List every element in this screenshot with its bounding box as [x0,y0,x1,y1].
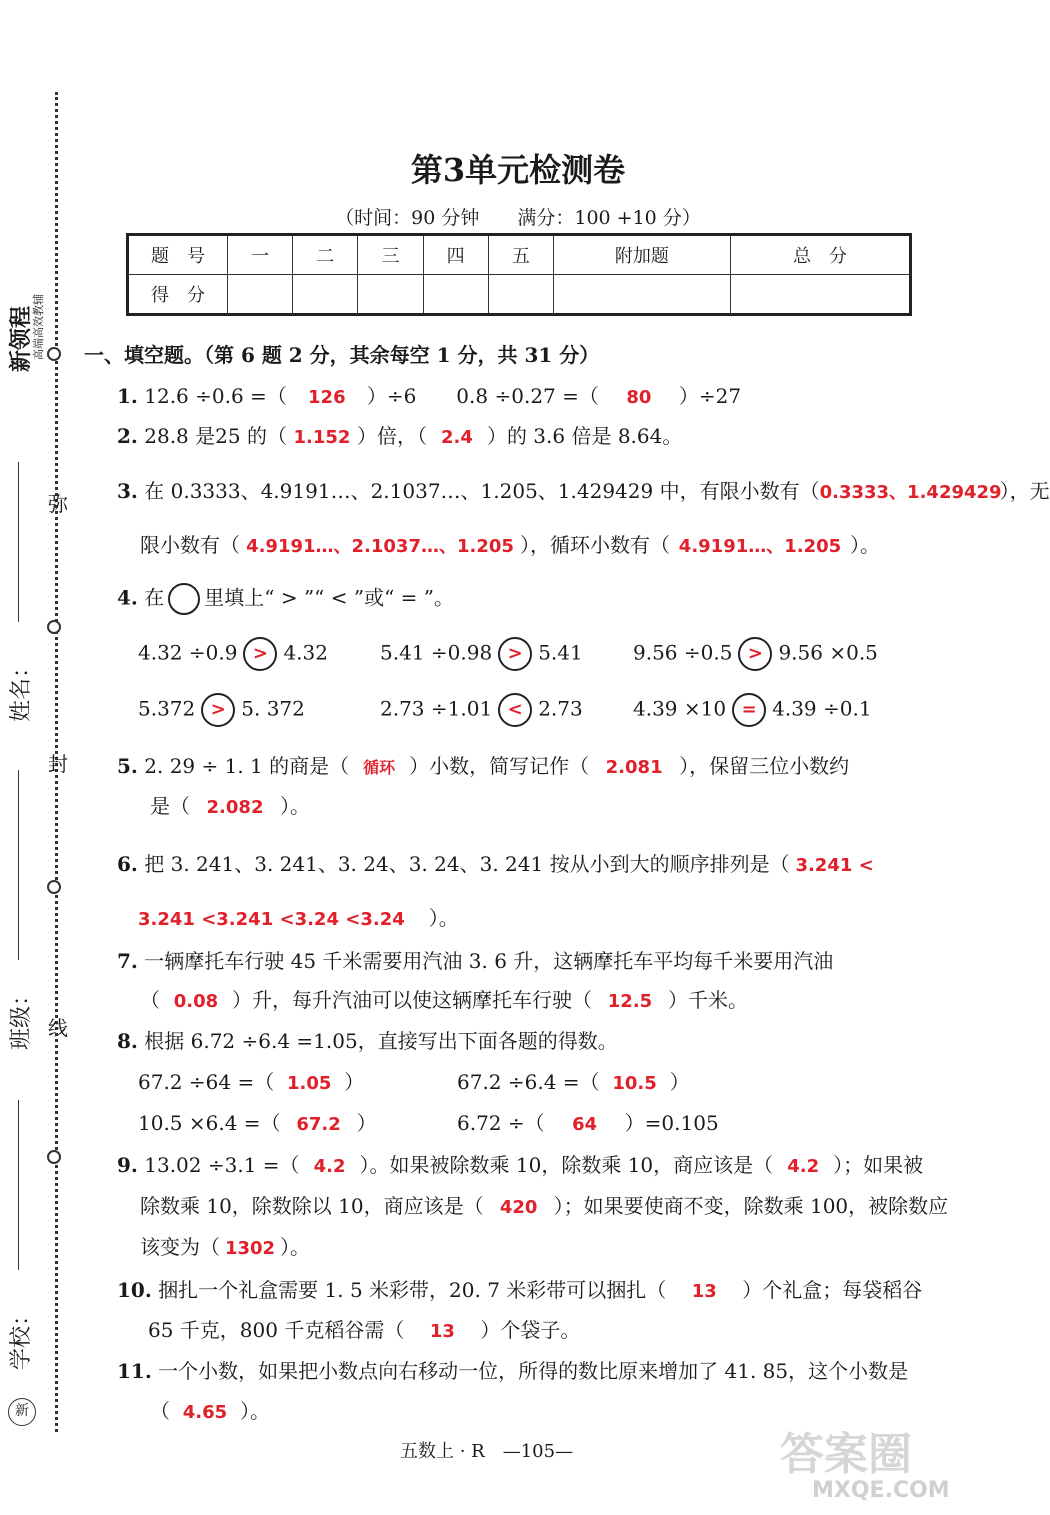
question-text: ）；如果被 [833,1153,924,1177]
question-number: 1. [117,384,138,408]
question-number: 3. [117,479,138,503]
question-text: 在 [144,585,165,610]
compare-item [380,693,583,727]
question-2 [117,426,682,447]
answer: 126 [308,387,346,408]
question-text: 67.2 ÷64 =（ [138,1070,275,1094]
answer: 64 [572,1114,598,1135]
answer: 1.152 [293,427,351,448]
compare-answer-circle: > [738,637,772,671]
compare-answer-circle: > [243,637,277,671]
question-3 [117,481,1050,502]
score-header-cell: 四 [423,235,488,275]
question-text: ） [356,1111,377,1135]
compare-right: 2.73 [538,696,583,721]
question-text: ），循环小数有（ [520,533,670,557]
question-text: 捆扎一个礼盒需要 1. 5 米彩带，20. 7 米彩带可以捆扎（ [158,1278,667,1302]
question-text: 12.6 ÷0.6 =（ [144,384,287,408]
answer: 3.241 < [795,855,874,876]
question-text: ）；如果要使商不变，除数乘 100，被除数应 [553,1194,949,1218]
question-text: 里填上“ > ”“ < ”或“ = ”。 [204,585,455,610]
question-6-cont [138,908,459,929]
answer: 4.2 [313,1156,346,1177]
question-text: 一个小数，如果把小数点向右移动一位，所得的数比原来增加了 41. 85，这个小数是 [158,1359,909,1383]
score-header-cell: 一 [228,235,293,275]
compare-left: 4.39 ×10 [633,696,727,721]
answer: 1.05 [287,1073,332,1094]
compare-item [380,637,583,671]
answer: 4.9191…、1.205 [678,536,842,557]
field-class-label: 班级： [9,983,34,1050]
question-number: 8. [117,1029,138,1053]
field-name-label: 姓名： [9,655,34,722]
answer: 2.082 [206,797,264,818]
question-text: 在 0.3333、4.9191…、2.1037…、1.205、1.429429 中，有限小数有（ [144,479,820,503]
answer: 13 [429,1321,455,1342]
seal-word-mi: 弥 [48,492,68,516]
score-header-cell: 题 号 [128,235,228,275]
answer: 67.2 [296,1114,341,1135]
question-text: 65 千克，800 千克稻谷需（ [148,1318,405,1342]
compare-left: 5.372 [138,696,196,721]
question-10-cont [148,1320,580,1341]
question-text: （ [150,1399,170,1423]
class-underline [18,770,19,960]
question-text: ）个礼盒；每袋稻谷 [742,1278,923,1302]
question-text: 把 3. 241、3. 241、3. 24、3. 24、3. 241 按从小到大的顺序排列是（ [144,852,790,876]
question-number: 2. [117,424,138,448]
compare-right: 9.56 ×0.5 [778,640,878,665]
question-7-cont [140,990,748,1011]
section-heading: 一、填空题。（第 6 题 2 分，其余每空 1 分，共 31 分） [84,343,600,367]
question-11 [117,1361,908,1381]
watermark-logo: 答案圈 [780,1429,912,1480]
question-text: ），保留三位小数约 [679,754,850,778]
compare-right: 4.39 ÷0.1 [772,696,872,721]
question-number: 10. [117,1278,152,1302]
question-9-cont [140,1237,310,1258]
question-8-row2-left [138,1113,377,1134]
question-9-cont [140,1196,948,1217]
score-cell[interactable] [358,275,423,315]
score-cell[interactable] [423,275,488,315]
answer: 循环 [363,758,396,777]
binding-ring [47,347,61,361]
question-number: 11. [117,1359,152,1383]
question-text: （ [140,988,160,1012]
question-number: 5. [117,754,138,778]
question-text: ）的 3.6 倍是 8.64。 [486,424,683,448]
compare-left: 2.73 ÷1.01 [380,696,493,721]
question-8-row2-right [457,1113,719,1134]
question-text: ）=0.105 [624,1111,719,1135]
question-text: 是（ [150,794,190,818]
answer: 1302 [224,1238,276,1259]
question-text: ）。 [850,533,880,557]
binding-ring [47,880,61,894]
question-text: ）升，每升汽油可以使这辆摩托车行驶（ [232,988,592,1012]
question-text: 一辆摩托车行驶 45 千米需要用汽油 3. 6 升，这辆摩托车平均每千米要用汽油 [144,949,834,973]
answer: 13 [691,1281,717,1302]
question-text: 67.2 ÷6.4 =（ [457,1070,600,1094]
field-school-label: 学校： [9,1303,34,1370]
score-header-cell: 总 分 [730,235,910,275]
compare-left: 5.41 ÷0.98 [380,640,493,665]
compare-right: 5. 372 [241,696,305,721]
name-underline [18,462,19,622]
answer: 2.4 [441,427,473,448]
question-number: 7. [117,949,138,973]
score-cell[interactable] [553,275,730,315]
question-5 [117,756,849,777]
question-text: ）。 [280,794,310,818]
binding-ring [47,1150,61,1164]
compare-item [138,693,305,727]
answer: 4.9191…、2.1037…、1.205 [246,536,514,557]
answer: 4.2 [787,1156,820,1177]
question-text: 6.72 ÷（ [457,1111,545,1135]
question-text: 除数乘 10，除数除以 10，商应该是（ [140,1194,484,1218]
compare-answer-circle: < [498,693,532,727]
answer: 12.5 [607,991,653,1012]
score-cell[interactable] [488,275,553,315]
question-text: ） [344,1070,365,1094]
score-cell[interactable] [228,275,293,315]
answer: 3.241 <3.241 <3.24 <3.24 [138,909,405,930]
question-text: ）÷27 [678,384,742,408]
question-8-row1-right [457,1072,690,1093]
question-6 [117,854,880,875]
question-text: ）。 [240,1399,270,1423]
question-4 [117,583,454,615]
question-7 [117,951,833,971]
answer: 0.3333、1.429429 [819,482,1002,503]
question-text: ）千米。 [668,988,748,1012]
question-8-row1-left [138,1072,364,1093]
question-10 [117,1280,922,1301]
question-text: ），无 [999,479,1050,503]
question-text: 2. 29 ÷ 1. 1 的商是（ [144,754,350,778]
question-text: 该变为（ [140,1235,220,1259]
page-title: 第3单元检测卷 [410,151,626,189]
compare-item [633,693,872,727]
question-text: 10.5 ×6.4 =（ [138,1111,281,1135]
page-subtitle: （时间：90 分钟 满分：100 +10 分） [335,207,701,229]
question-text: 根据 6.72 ÷6.4 =1.05，直接写出下面各题的得数。 [144,1029,618,1053]
question-text: 13.02 ÷3.1 =（ [144,1153,300,1177]
score-header-cell: 附加题 [553,235,730,275]
question-5-cont [150,796,310,817]
answer: 80 [626,387,652,408]
question-3-cont [140,535,880,556]
question-number: 6. [117,852,138,876]
brand-logo: 新领程 [8,305,34,372]
score-header-row [128,235,911,275]
question-number: 9. [117,1153,138,1177]
compare-item [633,637,878,671]
answer: 4.65 [182,1402,228,1423]
compare-left: 9.56 ÷0.5 [633,640,733,665]
score-row-label: 得 分 [128,275,228,315]
question-text: 28.8 是25 的（ [144,424,287,448]
answer: 420 [499,1197,538,1218]
question-text: ）。 [280,1235,310,1259]
page-footer: 五数上 · R —105— [400,1441,574,1462]
question-text: ） [669,1070,690,1094]
compare-answer-circle: > [201,693,235,727]
question-text: ）个袋子。 [480,1318,581,1342]
question-1 [117,386,741,407]
score-value-row [128,275,911,315]
score-header-cell: 二 [293,235,358,275]
answer: 10.5 [612,1073,657,1094]
question-text: ）小数，简写记作（ [409,754,590,778]
question-text: 限小数有（ [140,533,240,557]
compare-answer-circle: = [732,693,766,727]
compare-right: 5.41 [538,640,583,665]
answer: 0.08 [173,991,219,1012]
school-underline [18,1100,19,1270]
watermark-url: MXQE.COM [812,1478,950,1503]
seal-word-feng: 封 [48,752,68,776]
compare-answer-circle: > [498,637,532,671]
score-header-cell: 三 [358,235,423,275]
compare-right: 4.32 [283,640,328,665]
compare-left: 4.32 ÷0.9 [138,640,238,665]
answer: 2.081 [605,757,663,778]
seal-word-xian: 线 [48,1016,68,1040]
question-text: ）÷6 0.8 ÷0.27 =（ [366,384,599,408]
brand-badge: 新 [8,1398,36,1426]
blank-circle [168,583,200,615]
question-11-cont [150,1401,270,1422]
score-header-cell: 五 [488,235,553,275]
question-text: ）。如果被除数乘 10，除数乘 10，商应该是（ [359,1153,774,1177]
question-text: ）倍，（ [356,424,427,448]
compare-item [138,637,328,671]
brand-subtitle: 高端高效教辅 [32,294,45,360]
score-cell[interactable] [293,275,358,315]
question-8 [117,1031,618,1051]
question-9 [117,1155,923,1176]
score-table [126,233,912,316]
binding-ring [47,620,61,634]
question-text: ）。 [428,906,459,930]
question-number: 4. [117,585,138,610]
score-cell[interactable] [730,275,910,315]
